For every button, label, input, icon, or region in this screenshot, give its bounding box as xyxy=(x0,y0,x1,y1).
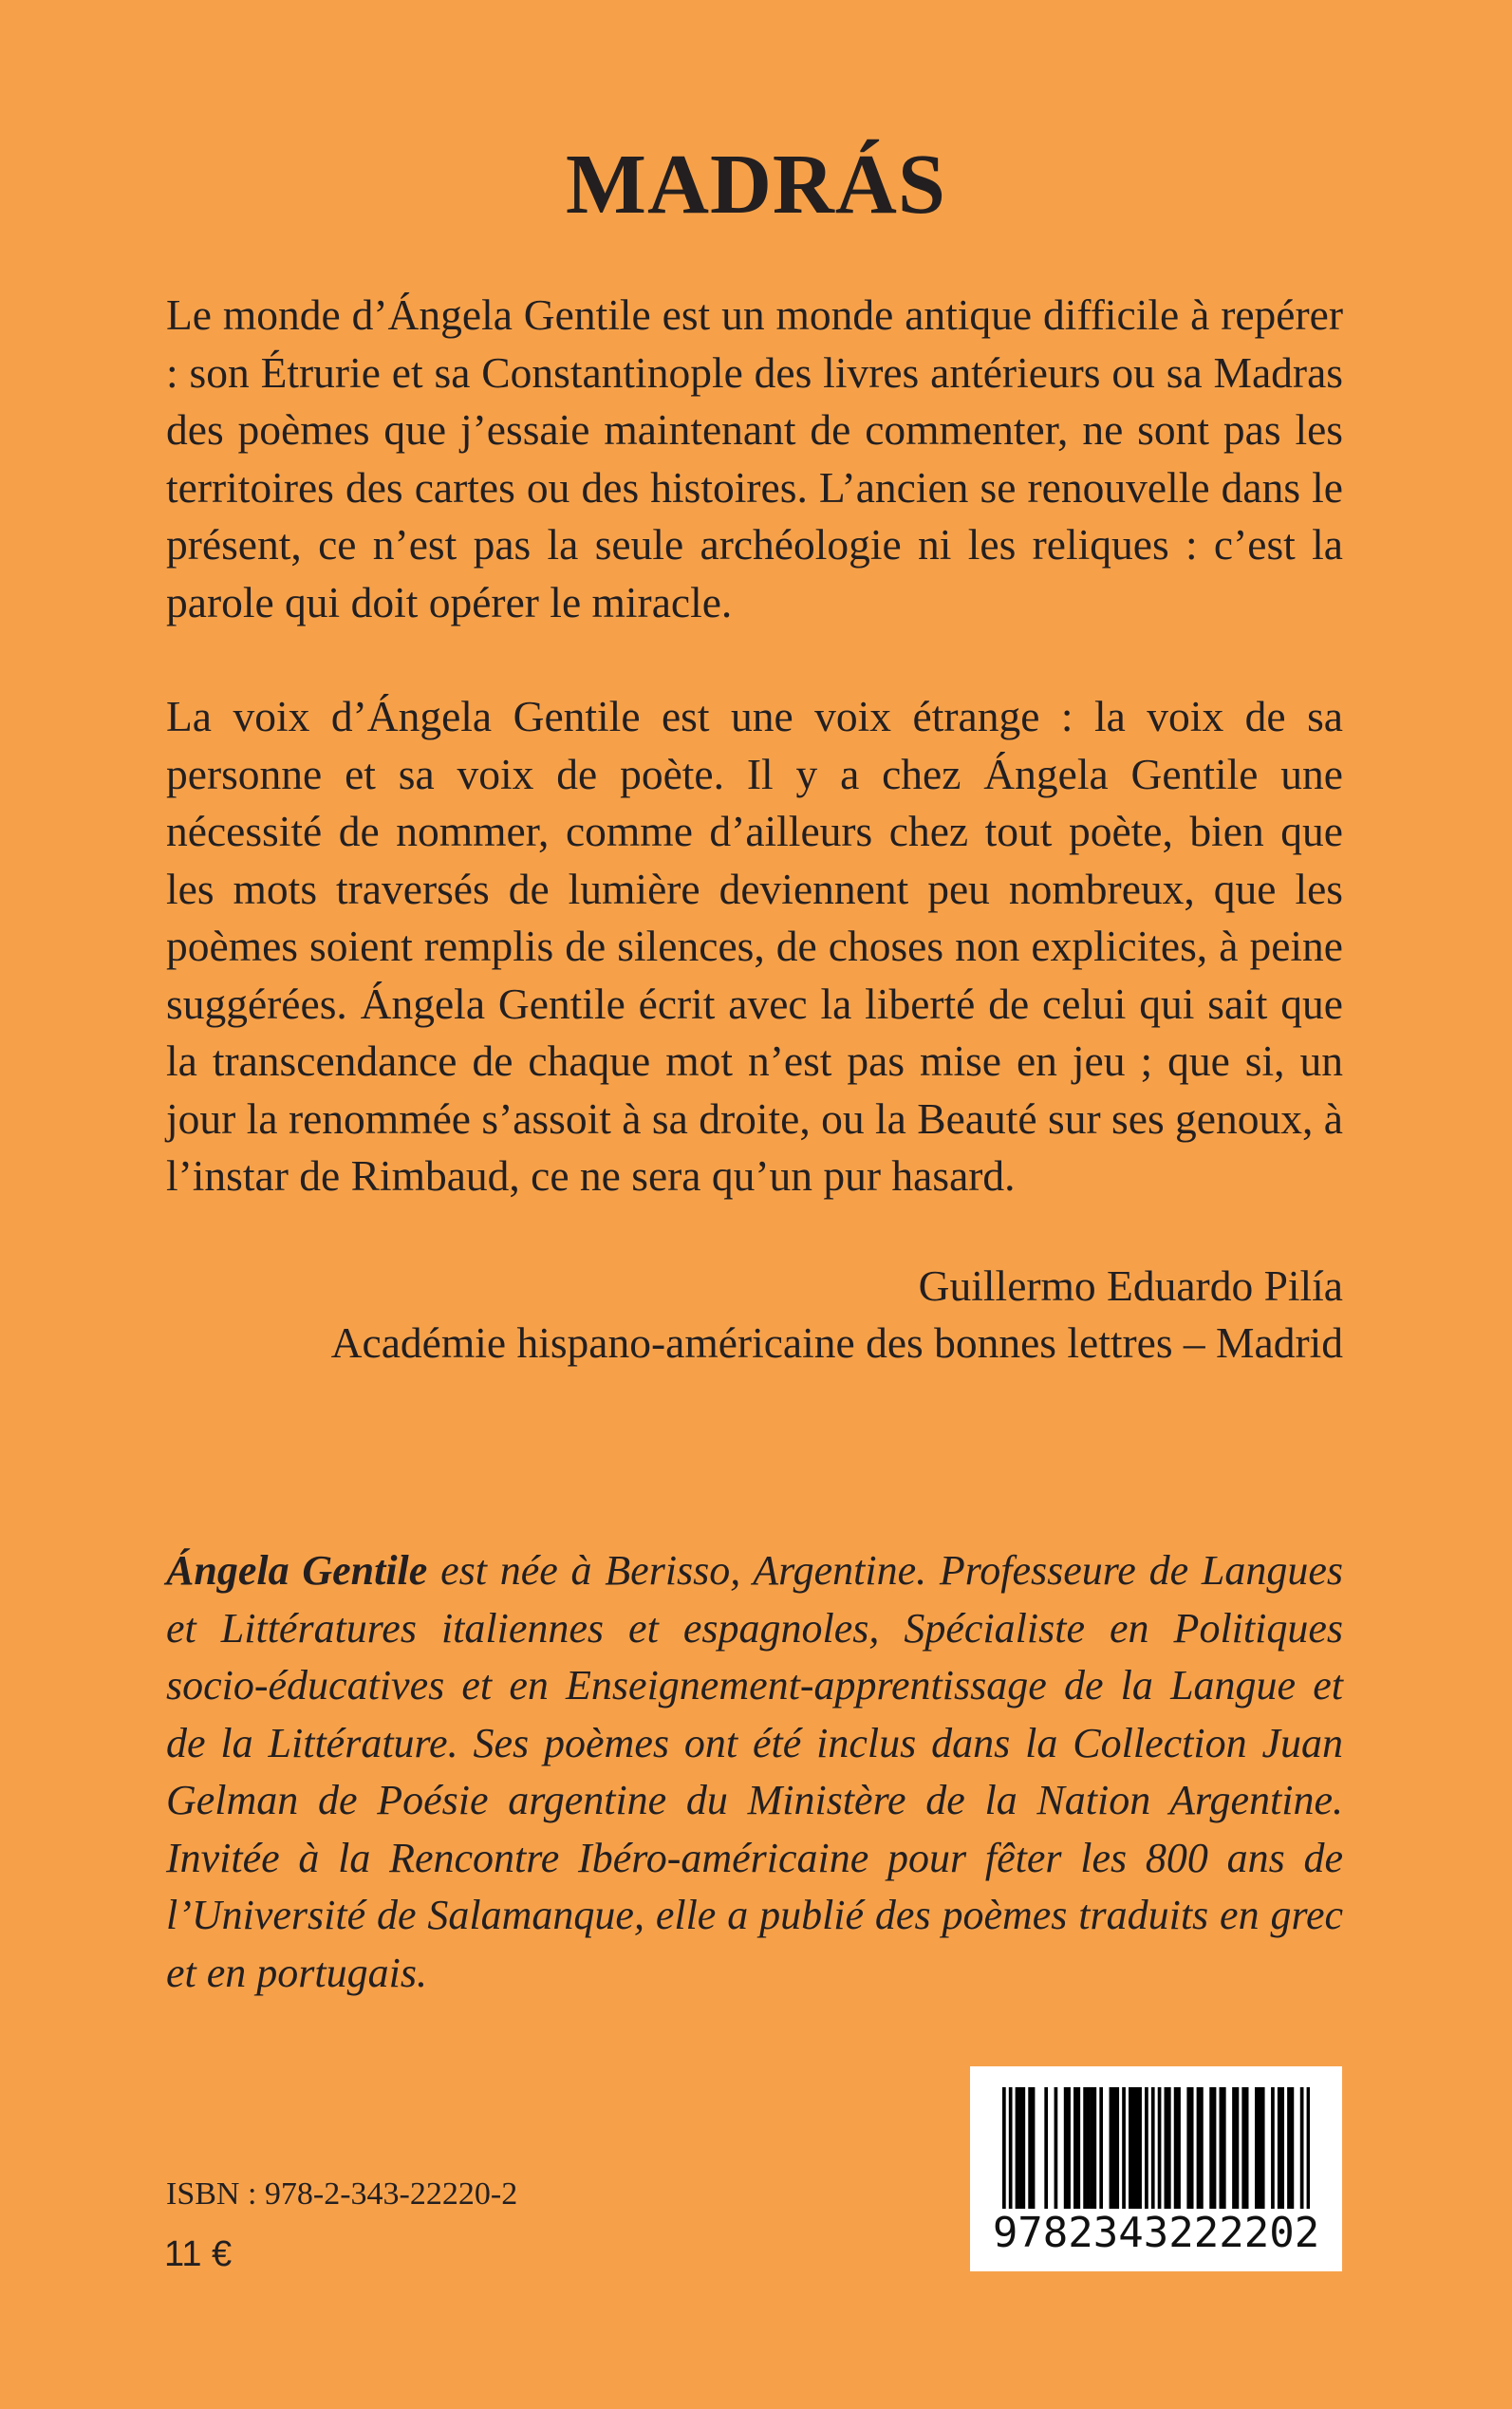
barcode-bar xyxy=(1291,2087,1295,2209)
barcode-bar xyxy=(1110,2087,1113,2209)
barcode-bar xyxy=(1174,2087,1178,2209)
barcode-bar xyxy=(1197,2087,1201,2209)
author-bio-text: est née à Berisso, Argentine. Professeure de Langues et Littératures italiennes et espagnoles, Spécialiste en Politiques socio-éducatives et en Enseignement-apprentissage de la Langue et de la Littérature. Ses poèmes ont été inclus dans la Collection Juan Gelman de Poésie argentine du Ministère de la Nation Argentine. Invitée à la Rencontre Ibéro-américaine pour fêter les 800 ans de l’Université de Salamanque, elle a publié des poèmes traduits en grec et en portugais. xyxy=(166,1547,1343,1996)
price-label: 11 € xyxy=(164,2234,233,2274)
barcode-bar xyxy=(1151,2087,1155,2209)
barcode-bar xyxy=(1258,2087,1261,2209)
barcode-bar xyxy=(1186,2087,1190,2209)
barcode-bar xyxy=(1213,2087,1217,2209)
barcode-bar xyxy=(1028,2087,1032,2209)
barcode-bar xyxy=(1083,2087,1087,2209)
barcode-bar xyxy=(1099,2087,1103,2209)
barcode-bar xyxy=(1241,2087,1245,2209)
barcode-bar xyxy=(1165,2087,1168,2209)
barcode-bar xyxy=(1044,2087,1048,2209)
reviewer-affiliation: Académie hispano-américaine des bonnes lettres – Madrid xyxy=(330,1318,1343,1367)
barcode-bar xyxy=(1200,2087,1204,2209)
barcode-bar xyxy=(1271,2087,1275,2209)
blurb-paragraph-1: Le monde d’Ángela Gentile est un monde antique difficile à repérer : son Étrurie et sa Constantinople des livres antérieurs ou sa Madras des poèmes que j’essaie maintenant de commenter, ne sont pas les territoires des cartes ou des histoires. L’ancien se renouvelle dans le présent, ce n’est pas la seule archéologie ni les reliques : c’est la parole qui doit opérer le miracle. xyxy=(166,290,1343,626)
barcode-bar xyxy=(1064,2087,1068,2209)
barcode-bar xyxy=(1236,2087,1240,2209)
barcode-bar xyxy=(1167,2087,1171,2209)
barcode-bar xyxy=(1115,2087,1119,2209)
barcode-bar xyxy=(1300,2087,1304,2209)
barcode-bar xyxy=(1232,2087,1236,2209)
barcode-bar xyxy=(1190,2087,1194,2209)
review-signature xyxy=(331,1258,1343,1372)
author-name: Ángela Gentile xyxy=(166,1547,428,1594)
barcode-bar xyxy=(1018,2087,1022,2209)
barcode-bar xyxy=(1067,2087,1071,2209)
barcode-bar xyxy=(1076,2087,1080,2209)
barcode-bar xyxy=(1278,2087,1281,2209)
barcode-bar xyxy=(1255,2087,1259,2209)
barcode-bar xyxy=(1261,2087,1265,2209)
barcode-bar xyxy=(1122,2087,1126,2209)
barcode-bar xyxy=(1307,2087,1310,2209)
barcode-bar xyxy=(1055,2087,1058,2209)
barcode-bar xyxy=(1145,2087,1148,2209)
barcode-bar xyxy=(1016,2087,1019,2209)
barcode-bar xyxy=(1032,2087,1036,2209)
isbn-label: ISBN : 978-2-343-22220-2 xyxy=(166,2176,518,2212)
barcode-bar xyxy=(1158,2087,1162,2209)
barcode-bars xyxy=(1002,2087,1310,2209)
barcode-bar xyxy=(1092,2087,1096,2209)
barcode-bar xyxy=(1209,2087,1213,2209)
barcode-bar xyxy=(1129,2087,1132,2209)
barcode-bar xyxy=(1002,2087,1006,2209)
barcode-bar xyxy=(1223,2087,1226,2209)
barcode-bar xyxy=(1131,2087,1135,2209)
barcode-bar xyxy=(1112,2087,1116,2209)
barcode-bar xyxy=(1135,2087,1139,2209)
blurb-paragraph-2: La voix d’Ángela Gentile est une voix étrange : la voix de sa personne et sa voix de poète. Il y a chez Ángela Gentile une nécessité de nommer, comme d’ailleurs chez tout poète, bien que les mots traversés de lumière deviennent peu nombreux, que les poèmes soient remplis de silences, de choses non explicites, à peine suggérées. Ángela Gentile écrit avec la liberté de celui qui sait que la transcendance de chaque mot n’est pas mise en jeu ; que si, un jour la renommée s’assoit à sa droite, ou la Beauté sur ses genoux, à l’instar de Rimbaud, ce ne sera qu’un pur hasard. xyxy=(166,692,1343,1200)
barcode-bar xyxy=(1280,2087,1284,2209)
barcode-bar xyxy=(1177,2087,1181,2209)
barcode-bar xyxy=(1021,2087,1025,2209)
barcode-bar xyxy=(1287,2087,1291,2209)
barcode-bar xyxy=(1220,2087,1223,2209)
barcode xyxy=(970,2066,1342,2271)
barcode-bar xyxy=(1245,2087,1249,2209)
author-bio xyxy=(166,1542,1343,2002)
reviewer-name: Guillermo Eduardo Pilía xyxy=(918,1261,1343,1310)
barcode-bar xyxy=(1087,2087,1091,2209)
barcode-bar xyxy=(1138,2087,1142,2209)
barcode-bar xyxy=(1090,2087,1093,2209)
barcode-bar xyxy=(1009,2087,1013,2209)
book-title: MADRÁS xyxy=(566,138,946,232)
barcode-bar xyxy=(1073,2087,1077,2209)
barcode-digits: 9782343222202 xyxy=(992,2209,1320,2257)
